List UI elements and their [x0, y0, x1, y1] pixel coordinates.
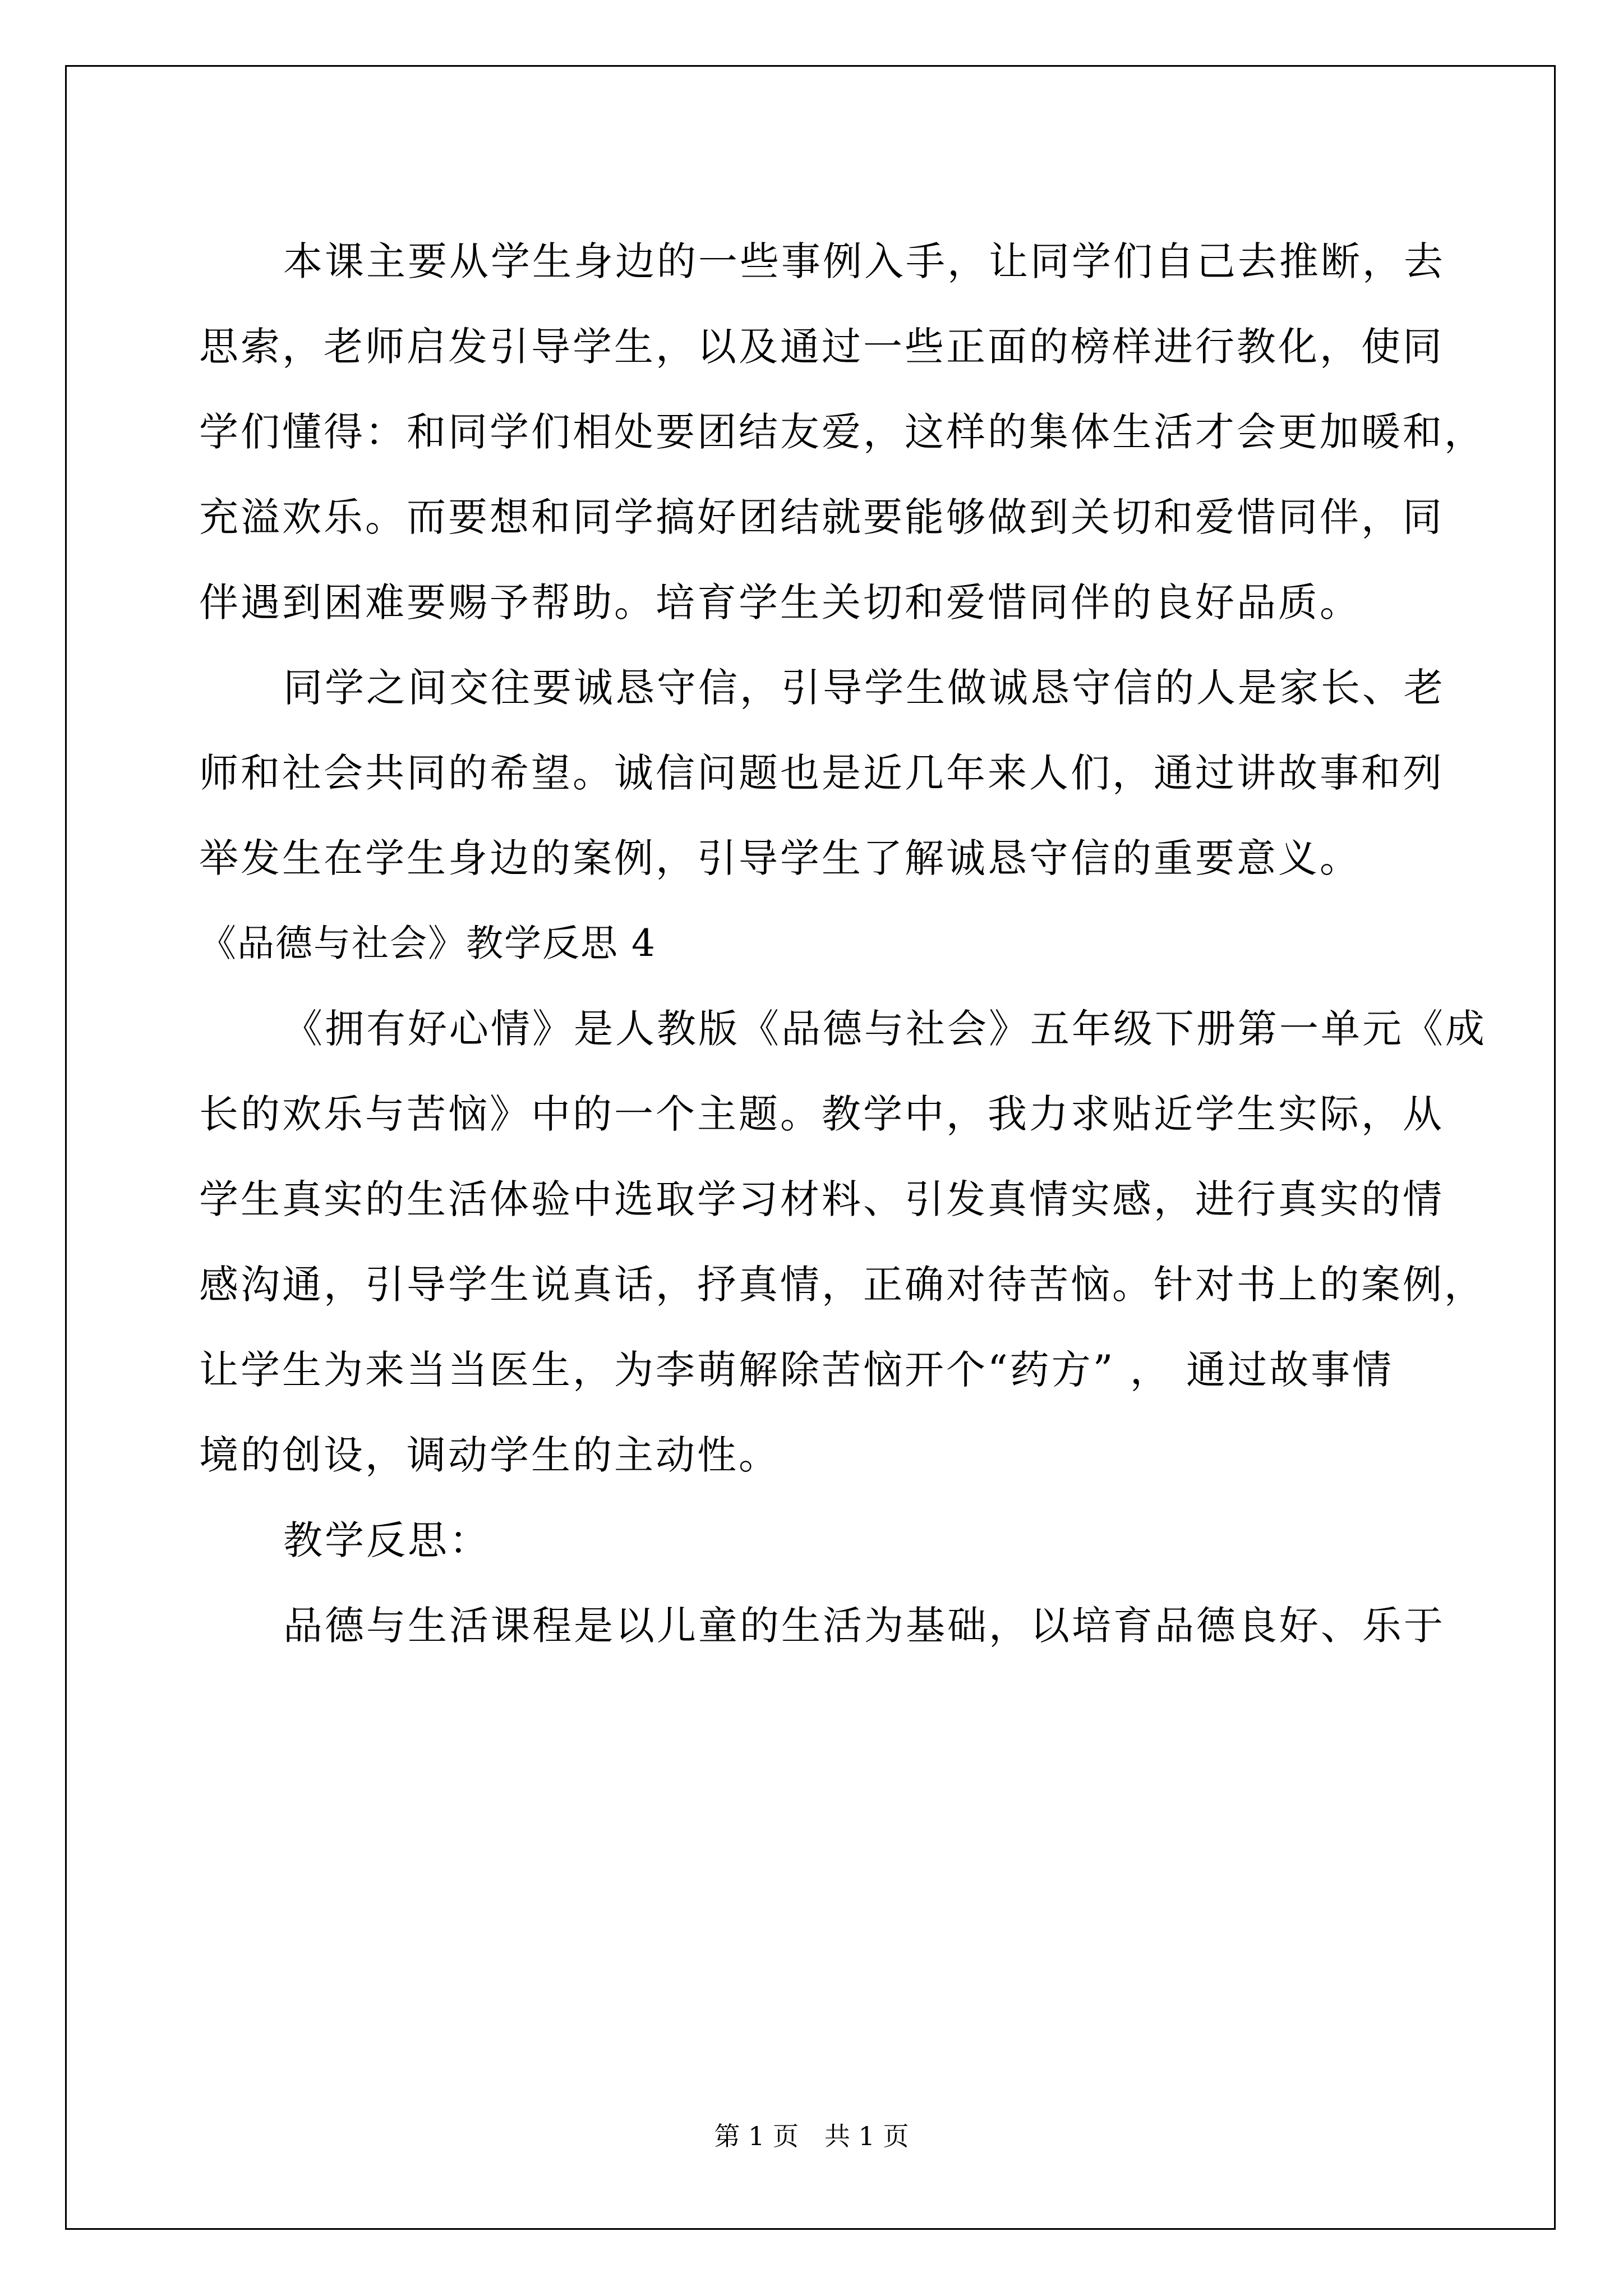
text-line: 师和社会共同的希望。诚信问题也是近几年来人们，通过讲故事和列 — [199, 750, 1444, 796]
subheading-line: 教学反思： — [283, 1517, 491, 1563]
paragraph-1 — [199, 219, 1486, 645]
text-line: 《拥有好心情》是人教版《品德与社会》五年级下册第一单元《成 — [283, 1006, 1487, 1052]
text-line: 长的欢乐与苦恼》中的一个主题。教学中，我力求贴近学生实际，从 — [199, 1091, 1444, 1137]
text-line: 学生真实的生活体验中选取学习材料、引发真情实感，进行真实的情 — [199, 1176, 1444, 1222]
text-line: 同学之间交往要诚恳守信，引导学生做诚恳守信的人是家长、老 — [283, 665, 1445, 711]
paragraph-3 — [199, 986, 1487, 1498]
text-line: 本课主要从学生身边的一些事例入手，让同学们自己去推断，去 — [283, 238, 1445, 284]
text-line: 充溢欢乐。而要想和同学搞好团结就要能够做到关切和爱惜同伴，同 — [199, 494, 1444, 540]
document-body — [199, 219, 1487, 1668]
paragraph-2 — [199, 645, 1461, 901]
section-heading: 《品德与社会》教学反思 4 — [199, 922, 656, 965]
text-line: 伴遇到困难要赐予帮助。培育学生关切和爱惜同伴的良好品质。 — [199, 579, 1361, 625]
text-line: 品德与生活课程是以儿童的生活为基础，以培育品德良好、乐于 — [283, 1603, 1445, 1649]
text-line: 让学生为来当当医生，为李萌解除苦恼开个“药方” ， 通过故事情 — [199, 1347, 1394, 1393]
page-footer: 第 1 页 共 1 页 — [714, 2121, 909, 2151]
text-line: 思索，老师启发引导学生，以及通过一些正面的榜样进行教化，使同 — [199, 324, 1444, 370]
paragraph-4 — [199, 1498, 1461, 1583]
text-line: 境的创设，调动学生的主动性。 — [199, 1432, 780, 1478]
text-line: 举发生在学生身边的案例，引导学生了解诚恳守信的重要意义。 — [199, 835, 1361, 881]
paragraph-5 — [199, 1583, 1461, 1668]
text-line: 学们懂得：和同学们相处要团结友爱，这样的集体生活才会更加暖和， — [199, 409, 1486, 455]
text-line: 感沟通，引导学生说真话，抒真情，正确对待苦恼。针对书上的案例， — [199, 1262, 1486, 1308]
